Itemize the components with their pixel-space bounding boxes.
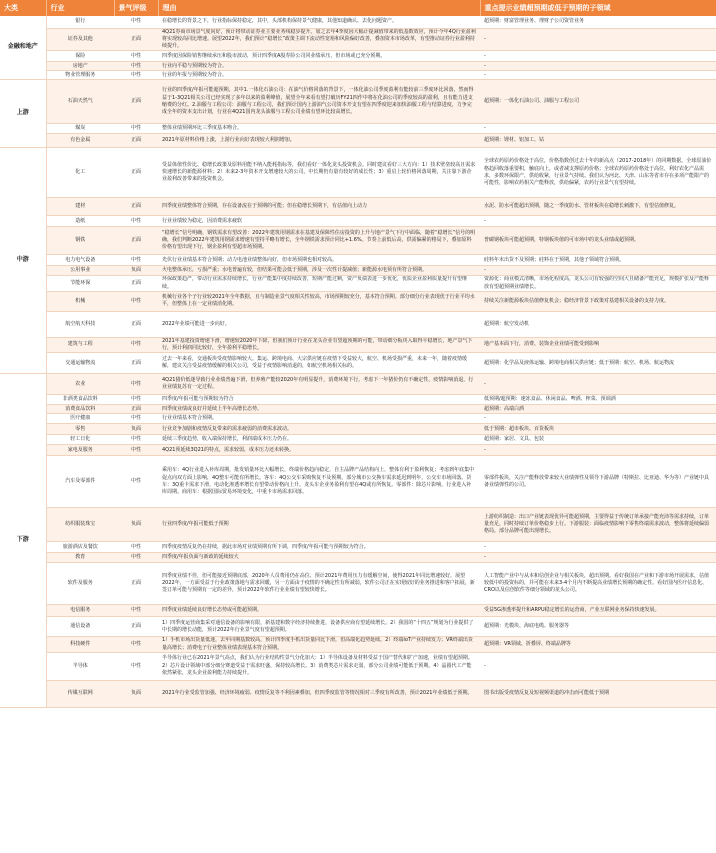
category-cell: 中游: [0, 148, 46, 374]
industry-cell: 证券及其他: [46, 28, 114, 51]
reason-cell: 行业业绩基本符合预期。: [158, 414, 480, 424]
key-subsector-cell: -: [480, 542, 716, 553]
table-body: [0, 16, 716, 707]
table-row: [0, 311, 716, 337]
table-row: [0, 395, 716, 405]
table-row: [0, 353, 716, 374]
key-subsector-cell: 超预期：家居、文具、包装: [480, 435, 716, 445]
reason-cell: 2022年业绩可能进一步向好。: [158, 311, 480, 337]
table-row: [0, 508, 716, 542]
table-row: [0, 424, 716, 435]
key-subsector-cell: 受益5G渗透率提升和ARPU稳定增长的运营商，产业互联网业务保持快速发展。: [480, 605, 716, 617]
header-key-subsectors: 重点提示业绩超预期或低于预期的子领域: [480, 0, 716, 16]
reason-cell: 机械行业各个子行业较2021年全年数据，且与制造业景气度相关性较高，市场预期较充分，基本符合预期。部分细分行业表现优于行业平均水平，但整体上在一定业绩消化期。: [158, 291, 480, 311]
industry-cell: 传媒互联网: [46, 680, 114, 707]
table-row: [0, 80, 716, 124]
rating-cell: 中性: [114, 71, 158, 80]
reason-cell: 四季度因保险销售继续承压和股市波动，预计四季度A股寿险公司同业绩承压，但市场或已充分预期。: [158, 51, 480, 62]
key-subsector-cell: -: [480, 374, 716, 395]
reason-cell: 在稳增长的背景之下，行业指标保持稳定，其中，头部机构保持景气健康，其他知道确认、去化问题资产。: [158, 16, 480, 28]
table-row: [0, 605, 716, 617]
key-subsector-cell: 低于预期：超市板块、百货板块: [480, 424, 716, 435]
industry-cell: 电信服务: [46, 605, 114, 617]
key-subsector-cell: 普碳钢板块可能超预期，特钢板块值的可市场中的龙头业绩或超预期。: [480, 227, 716, 255]
rating-cell: 负面: [114, 508, 158, 542]
key-subsector-cell: -: [480, 28, 716, 51]
industry-cell: 机械: [46, 291, 114, 311]
rating-cell: 中性: [114, 542, 158, 553]
rating-cell: 中性: [114, 216, 158, 227]
industry-cell: 教育: [46, 553, 114, 563]
industry-cell: 物业管理服务: [46, 71, 114, 80]
reason-cell: 1）手机市场出货量低迷，去年同期基数较高，预计四季度手机出货量同比下滑，但高端化趋势延续。2）终端IoT产业持续发力；VR终端出货量高增长；消费电子行业整体业绩表现基本符合预期。: [158, 637, 480, 653]
rating-cell: 中性: [114, 291, 158, 311]
rating-cell: 正面: [114, 617, 158, 637]
header-row: [0, 0, 716, 16]
reason-cell: 四季度/年报可能与预期较为符合: [158, 395, 480, 405]
industry-cell: 消费食品饮料: [46, 405, 114, 414]
reason-cell: 4Q21预延续3Q21的特点，需求较弱，成本压力还未转换。: [158, 445, 480, 456]
rating-cell: 中性: [114, 652, 158, 680]
key-subsector-cell: 超预期：VR领域、折叠屏、终端品牌等: [480, 637, 716, 653]
industry-cell: 房地产: [46, 62, 114, 71]
table-row: [0, 445, 716, 456]
industry-cell: 纺织服装珠宝: [46, 508, 114, 542]
key-subsector-cell: 资源化：商业模式清晰，市场化程度高，龙头公司有较强的空间大且储备产能充足，规模扩张及产能释放有望超预期业绩增长。: [480, 276, 716, 292]
rating-cell: 中性: [114, 553, 158, 563]
industry-cell: 石油天然气: [46, 80, 114, 124]
table-row: [0, 680, 716, 707]
rating-cell: 中性: [114, 51, 158, 62]
reason-cell: “稳增长”信号明确，钢铁需求有望改善：2022年建筑用钢需求在基建及保障性住房投资的上升与地产景气下行中面临，随着“稳增长”信号的明确，我们判断2022年建筑用钢需求增速有望持平略有增长，全年钢铁需求预计同比+1.6%。节奏上前低后高，供需偏紧的格局下，叠加原料价格有望出现下行，钢企盈利有望超市场预期。: [158, 227, 480, 255]
rating-cell: 中性: [114, 435, 158, 445]
key-subsector-cell: -: [480, 266, 716, 276]
key-subsector-cell: 超预期：化学品及液体运输、跨境电商相关供应链；低于预期：航空、机场、航运物流: [480, 353, 716, 374]
table-row: [0, 216, 716, 227]
table-row: [0, 563, 716, 605]
industry-cell: 零售: [46, 424, 114, 435]
reason-cell: 4Q21券商市场景气度向好，预计将带动证券业主要业务线稳步提升。加之去年4季度因大幅计提减值带来的低基数效应，预计今年4Q行业盈利将实现较高同比增速。展望2022年，我们预计“稳增长”政策主调下流动性宽裕和风险偏好改善，叠加资本市场改革，有望推动证券行业盈利持续提升。: [158, 28, 480, 51]
key-subsector-cell: 低预期/超预期：速冻食品、休闲食品、啤酒、榨菜、预调酒: [480, 395, 716, 405]
rating-cell: 中性: [114, 605, 158, 617]
key-subsector-cell: 硅料年末出货不及预期；硅料在于预期，其他子领域符合预期。: [480, 255, 716, 266]
table-row: [0, 134, 716, 148]
reason-cell: 行业竞争加剧和疫情反复带来的需求疲弱的消费需求波动。: [158, 424, 480, 435]
table-row: [0, 28, 716, 51]
key-subsector-cell: 上游纺织制造：出口产业链表现优异可能超预期，主要得益于传统订单承接产能充沛等需求持续，订单量充足，同时持续订单价格稳步上行。下游服装：面临疫情影响下零售终端需求波动，整体将延续偏弱格局。部分品牌可能出现增长。: [480, 508, 716, 542]
reason-cell: 环保政策趋严，带动行业需求持续增长，行业产能集中度持续改善，短期产能过剩，资产负债表进一步优化，优质企业盈利质量提升有望继续。: [158, 276, 480, 292]
table-row: [0, 16, 716, 28]
industry-cell: 非酒类食品饮料: [46, 395, 114, 405]
rating-cell: 正面: [114, 353, 158, 374]
industry-cell: 化工: [46, 148, 114, 198]
table-row: [0, 266, 716, 276]
key-subsector-cell: 水泥、防水可能超出预期，随之一季度防水、管材板块在稳增长刺激下，有望估值修复。: [480, 198, 716, 216]
reason-cell: 行业的四季度/年报可能超预期。其中1.一体化石油公司：在油气价格同落的背景下，一体化油公司季度盈利有能较前三季度环比回落，然而得益于1-3Q21相关公司已经实现了多年以来的盈利峰值，展望全年来看有望打破历FY21四作中将在化油公司的季度较高的盈利，且有能力进支缩费的分红。2.油服与工程公司：油服与工程公司，我们预计国内上游油气公司资本开支有望在四季度迎来加快油服工程与结算进度，力争完成全年的资本支出计划，行业在4Q21国内龙头油服与工程公司业绩有望环比较高增长。: [158, 80, 480, 124]
key-subsector-cell: 超预期：财富管理业务、理财子公司资管业务: [480, 16, 716, 28]
key-subsector-cell: 地产基本面下行，消费、装饰企业业绩可能受到影响: [480, 337, 716, 353]
rating-cell: 中性: [114, 374, 158, 395]
reason-cell: 四季度业绩延续良好增长态势或可能超预期。: [158, 605, 480, 617]
industry-cell: 半导体: [46, 652, 114, 680]
industry-cell: 软件及服务: [46, 563, 114, 605]
table-row: [0, 51, 716, 62]
rating-cell: 正面: [114, 563, 158, 605]
rating-cell: 正面: [114, 276, 158, 292]
rating-cell: 正面: [114, 80, 158, 124]
reason-cell: 四季度业绩整体符合预期，存在设备流在于预期的可能；但在稳增长预期下，有估值向上动力: [158, 198, 480, 216]
rating-cell: 中性: [114, 637, 158, 653]
reason-cell: 整体业绩预期环比三季度基本吻合。: [158, 124, 480, 134]
reason-cell: 四季度业绩不佳，但可能接近预期底部，2020年人员费用仍在高位、预计2021年费用压力有缓解空间，使得2021年同比增速较好，展望2022年，一方面受益于行业政策落地与需求回暖，另一方面由于疫情的不确定性有所减弱，软件公司正在实现较好的业务推进和客户拓展，新签订单可能与预期有一定的差异，预计2022年软件行业业绩有望较快增长。: [158, 563, 480, 605]
rating-cell: 中性: [114, 414, 158, 424]
key-subsector-cell: 持续关注新能源板块估值修复机会；稳经济背景下政策对基建相关设备的支持力度。: [480, 291, 716, 311]
table-row: [0, 553, 716, 563]
industry-cell: 通信设备: [46, 617, 114, 637]
key-subsector-cell: 全球农药原药价格处于高位，价格指数创过去十年的新高点（2017-2018年）的同期数据。全球原油价格趋回收落重要积，触底向上，或者减支撑原药价格；全球农药原药价格处于高位，利好农化产品需求，多数环保限产，供给收紧，行业景气持续。我们认为河北、天津、山东等省市存在多项产能限产的可能性，影响农药相关产能释放，供给偏紧，农药行业景气有望持续。: [480, 148, 716, 198]
reason-cell: 行业四季度/年报可能低于预期: [158, 508, 480, 542]
reason-cell: 2021年原材料价格上涨，上游行业向好表现较大利润增加。: [158, 134, 480, 148]
industry-cell: 节能环保: [46, 276, 114, 292]
key-subsector-cell: 超预期：光模块、海底电缆、服务器等: [480, 617, 716, 637]
reason-cell: 行业的年报与预期较为符合。: [158, 71, 480, 80]
reason-cell: 乘用车：4Q行业进入补库周期，批发销量环比大幅增长，终端价格趋向稳定，自主品牌产品结构向上，整体有利于盈利恢复；考虑到年底集中促点向双方面上影响，4Q整车可能有所增长。客车：4Q公交车采购恢复不及预期，部分城市公交换车需求延迟到明年，公交车市场回落。货车：3Q重卡需求下滑，电动化渗透率增长有望带动价格向上升，龙头车企业务盈利有望在4Q或有所恢复。零部件：除芯片影响，行业进入补库周期。商用车：根据国际贸易环境变化，中重卡市场需求回落。: [158, 456, 480, 508]
key-subsector-cell: -: [480, 445, 716, 456]
rating-cell: 中性: [114, 337, 158, 353]
table-row: [0, 124, 716, 134]
key-subsector-cell: 超预期：高端白酒: [480, 405, 716, 414]
reason-cell: 受益体值性价比、稳增长政策及原料用能不纳入能耗指标等，我们看好一体化龙头投资机会。同时建议看好三大方向：1）技术壁垒较高且需求快速增长的新能源材料；2）未来2-3年资本开支增速较大的公司，中长期仍有量有较好的成长性；3）重启上轮价格回落周期，关注靠下游企业盈利改善带来的投资机会。: [158, 148, 480, 198]
key-subsector-cell: -: [480, 62, 716, 71]
reason-cell: 2021年基建投资增速下滑，增速较2020年下降，但我们预计行业在龙头企业有望超预期的可能，带动细分板块入取得平稳增长，地产景气下行，预计利润同比较好，全年盈利平稳增长。: [158, 337, 480, 353]
reason-cell: 四季度疫情反复仍在持续，据此市场对业绩预期有所下调，四季度/年报可能与预期较为符合。: [158, 542, 480, 553]
key-subsector-cell: 超预期：一体化石油公司、油服与工程公司: [480, 80, 716, 124]
rating-cell: 正面: [114, 28, 158, 51]
reason-cell: 半导体行业已在2021年景气高点，我们认为行业结构性景气分化加大：1）半导体设备及材料受益于国产替代和扩产加速，业绩有望超预期。2）芯片设计领域中部分细分赛道受益于需求旺盛，保持较高增长。3）消费类芯片需求走弱，部分公司业绩可能低于预期。4）晶圆代工产能依然紧张，龙头企业盈利能力持续提升。: [158, 652, 480, 680]
industry-cell: 家电及服务: [46, 445, 114, 456]
rating-cell: 负面: [114, 680, 158, 707]
rating-cell: 正面: [114, 405, 158, 414]
industry-cell: 煤炭: [46, 124, 114, 134]
rating-cell: 中性: [114, 62, 158, 71]
table-row: [0, 617, 716, 637]
table-row: [0, 255, 716, 266]
reason-cell: 四季度业绩或良好并延续上半年高增长态势。: [158, 405, 480, 414]
table-row: [0, 276, 716, 292]
category-cell: 下游: [0, 374, 46, 708]
industry-cell: 钢铁: [46, 227, 114, 255]
reason-cell: 行业向平稳与预期较为符合。: [158, 62, 480, 71]
reason-cell: 过去一年来看，交通板块受疫情影响较大。集运、跨境电商、大宗供应链在疫情下受益较大，航空、机场受损严重，未来一年，随着疫情缓解，建议关注受益疫情缓解的相关公司，受益于疫情影响消退的，如航空机场相关标的。: [158, 353, 480, 374]
header-rating: 景气评级: [114, 0, 158, 16]
reason-cell: 火电整体承压，亏损严重；水电普遍有较，但结果可能会低于预期，涉及一次性计提减值；新能源水电预有所符合预期。: [158, 266, 480, 276]
industry-cell: 医疗健康: [46, 414, 114, 424]
rating-cell: 中性: [114, 395, 158, 405]
rating-cell: 正面: [114, 148, 158, 198]
table-row: [0, 337, 716, 353]
table-row: [0, 148, 716, 198]
rating-cell: 正面: [114, 198, 158, 216]
reason-cell: 四季度/年报负面与新政的延续较大: [158, 553, 480, 563]
industry-cell: 银行: [46, 16, 114, 28]
table-row: [0, 62, 716, 71]
table-row: [0, 456, 716, 508]
reason-cell: 延续三季度趋势，收入端保持增长，利润端成本压力仍在。: [158, 435, 480, 445]
key-subsector-cell: 超预期：航空发动机: [480, 311, 716, 337]
reason-cell: 行业业绩较为稳定，因消费需求疲软: [158, 216, 480, 227]
table-row: [0, 198, 716, 216]
table-row: [0, 637, 716, 653]
industry-cell: 轻工日化: [46, 435, 114, 445]
table-row: [0, 542, 716, 553]
key-subsector-cell: -: [480, 216, 716, 227]
category-cell: 金融和地产: [0, 16, 46, 80]
category-cell: 上游: [0, 80, 46, 148]
industry-cell: 科技硬件: [46, 637, 114, 653]
table-row: [0, 652, 716, 680]
industry-cell: 建材: [46, 198, 114, 216]
key-subsector-cell: 图书出版受疫情反复及短视频渠道的冲击而可能低于预期: [480, 680, 716, 707]
industry-cell: 建筑与工程: [46, 337, 114, 353]
industry-cell: 旅游酒店及餐饮: [46, 542, 114, 553]
table-row: [0, 414, 716, 424]
rating-cell: 正面: [114, 227, 158, 255]
table-row: [0, 291, 716, 311]
key-subsector-cell: -: [480, 71, 716, 80]
key-subsector-cell: -: [480, 652, 716, 680]
rating-cell: 中性: [114, 16, 158, 28]
key-subsector-cell: -: [480, 124, 716, 134]
industry-cell: 农业: [46, 374, 114, 395]
reason-cell: 光伏行业业绩基本符合预期；动力电池业绩整体向好，但市场预期也相对较高。: [158, 255, 480, 266]
header-reason: 理由: [158, 0, 480, 16]
industry-cell: 汽车及零部件: [46, 456, 114, 508]
key-subsector-cell: 超预期：锂材、铝加工、钴: [480, 134, 716, 148]
industry-cell: 造纸: [46, 216, 114, 227]
rating-cell: 正面: [114, 134, 158, 148]
industry-cell: 保险: [46, 51, 114, 62]
key-subsector-cell: 零部件板块，关注产能释放带来较大业绩弹性及领导下游品牌（特斯拉、比亚迪、华为等）产业链中具备业绩弹性的公司。: [480, 456, 716, 508]
industry-cell: 航空航天科技: [46, 311, 114, 337]
key-subsector-cell: 人工智能产业中与从本和信创企业与相关板块，超出预期。看好我国在产业和下游市场开展需求，估值较低中的投资标的，并可能在未来3-4个月内不断提高业绩增长预期的确定性。看好国内医疗信息化、CRO以及信创软件等细分领域的龙头公司。: [480, 563, 716, 605]
rating-cell: 中性: [114, 124, 158, 134]
table-row: [0, 405, 716, 414]
table-row: [0, 435, 716, 445]
rating-cell: 负面: [114, 266, 158, 276]
key-subsector-cell: -: [480, 51, 716, 62]
table-row: [0, 227, 716, 255]
reason-cell: 2021年行业受监管加强、经济环境疲弱、疫情反复等不利因素叠加，但四季度监管等情况相对三季度有所改善，预计2021年业绩低于预期。: [158, 680, 480, 707]
industry-cell: 有色金属: [46, 134, 114, 148]
rating-cell: 中性: [114, 456, 158, 508]
table-row: [0, 71, 716, 80]
key-subsector-cell: -: [480, 553, 716, 563]
reason-cell: 1）四季度运营商集采对通信设备的影响有限，新基建和数字经济持续推进，设备供应商有望延续增长。2）我国的“十四五”规划为行业提供了中长期的增长动能，预计2022年行业景气度有望超预期。: [158, 617, 480, 637]
industry-cell: 电力电气设备: [46, 255, 114, 266]
key-subsector-cell: -: [480, 414, 716, 424]
table-row: [0, 374, 716, 395]
header-industry: 行业: [46, 0, 114, 16]
rating-cell: 正面: [114, 311, 158, 337]
rating-cell: 中性: [114, 445, 158, 456]
rating-cell: 负面: [114, 424, 158, 435]
industry-cell: 公用事业: [46, 266, 114, 276]
header-category: 大类: [0, 0, 46, 16]
rating-cell: 中性: [114, 255, 158, 266]
reason-cell: 4Q21猪价低迷导致行业业绩普遍下滑，但养殖产能较2020年有明显提升，消费环境下行，考虑下一年猪价仍有不确定性，疫情影响消退，行业业绩复苏有一定过程。: [158, 374, 480, 395]
industry-cell: 交通运输物流: [46, 353, 114, 374]
